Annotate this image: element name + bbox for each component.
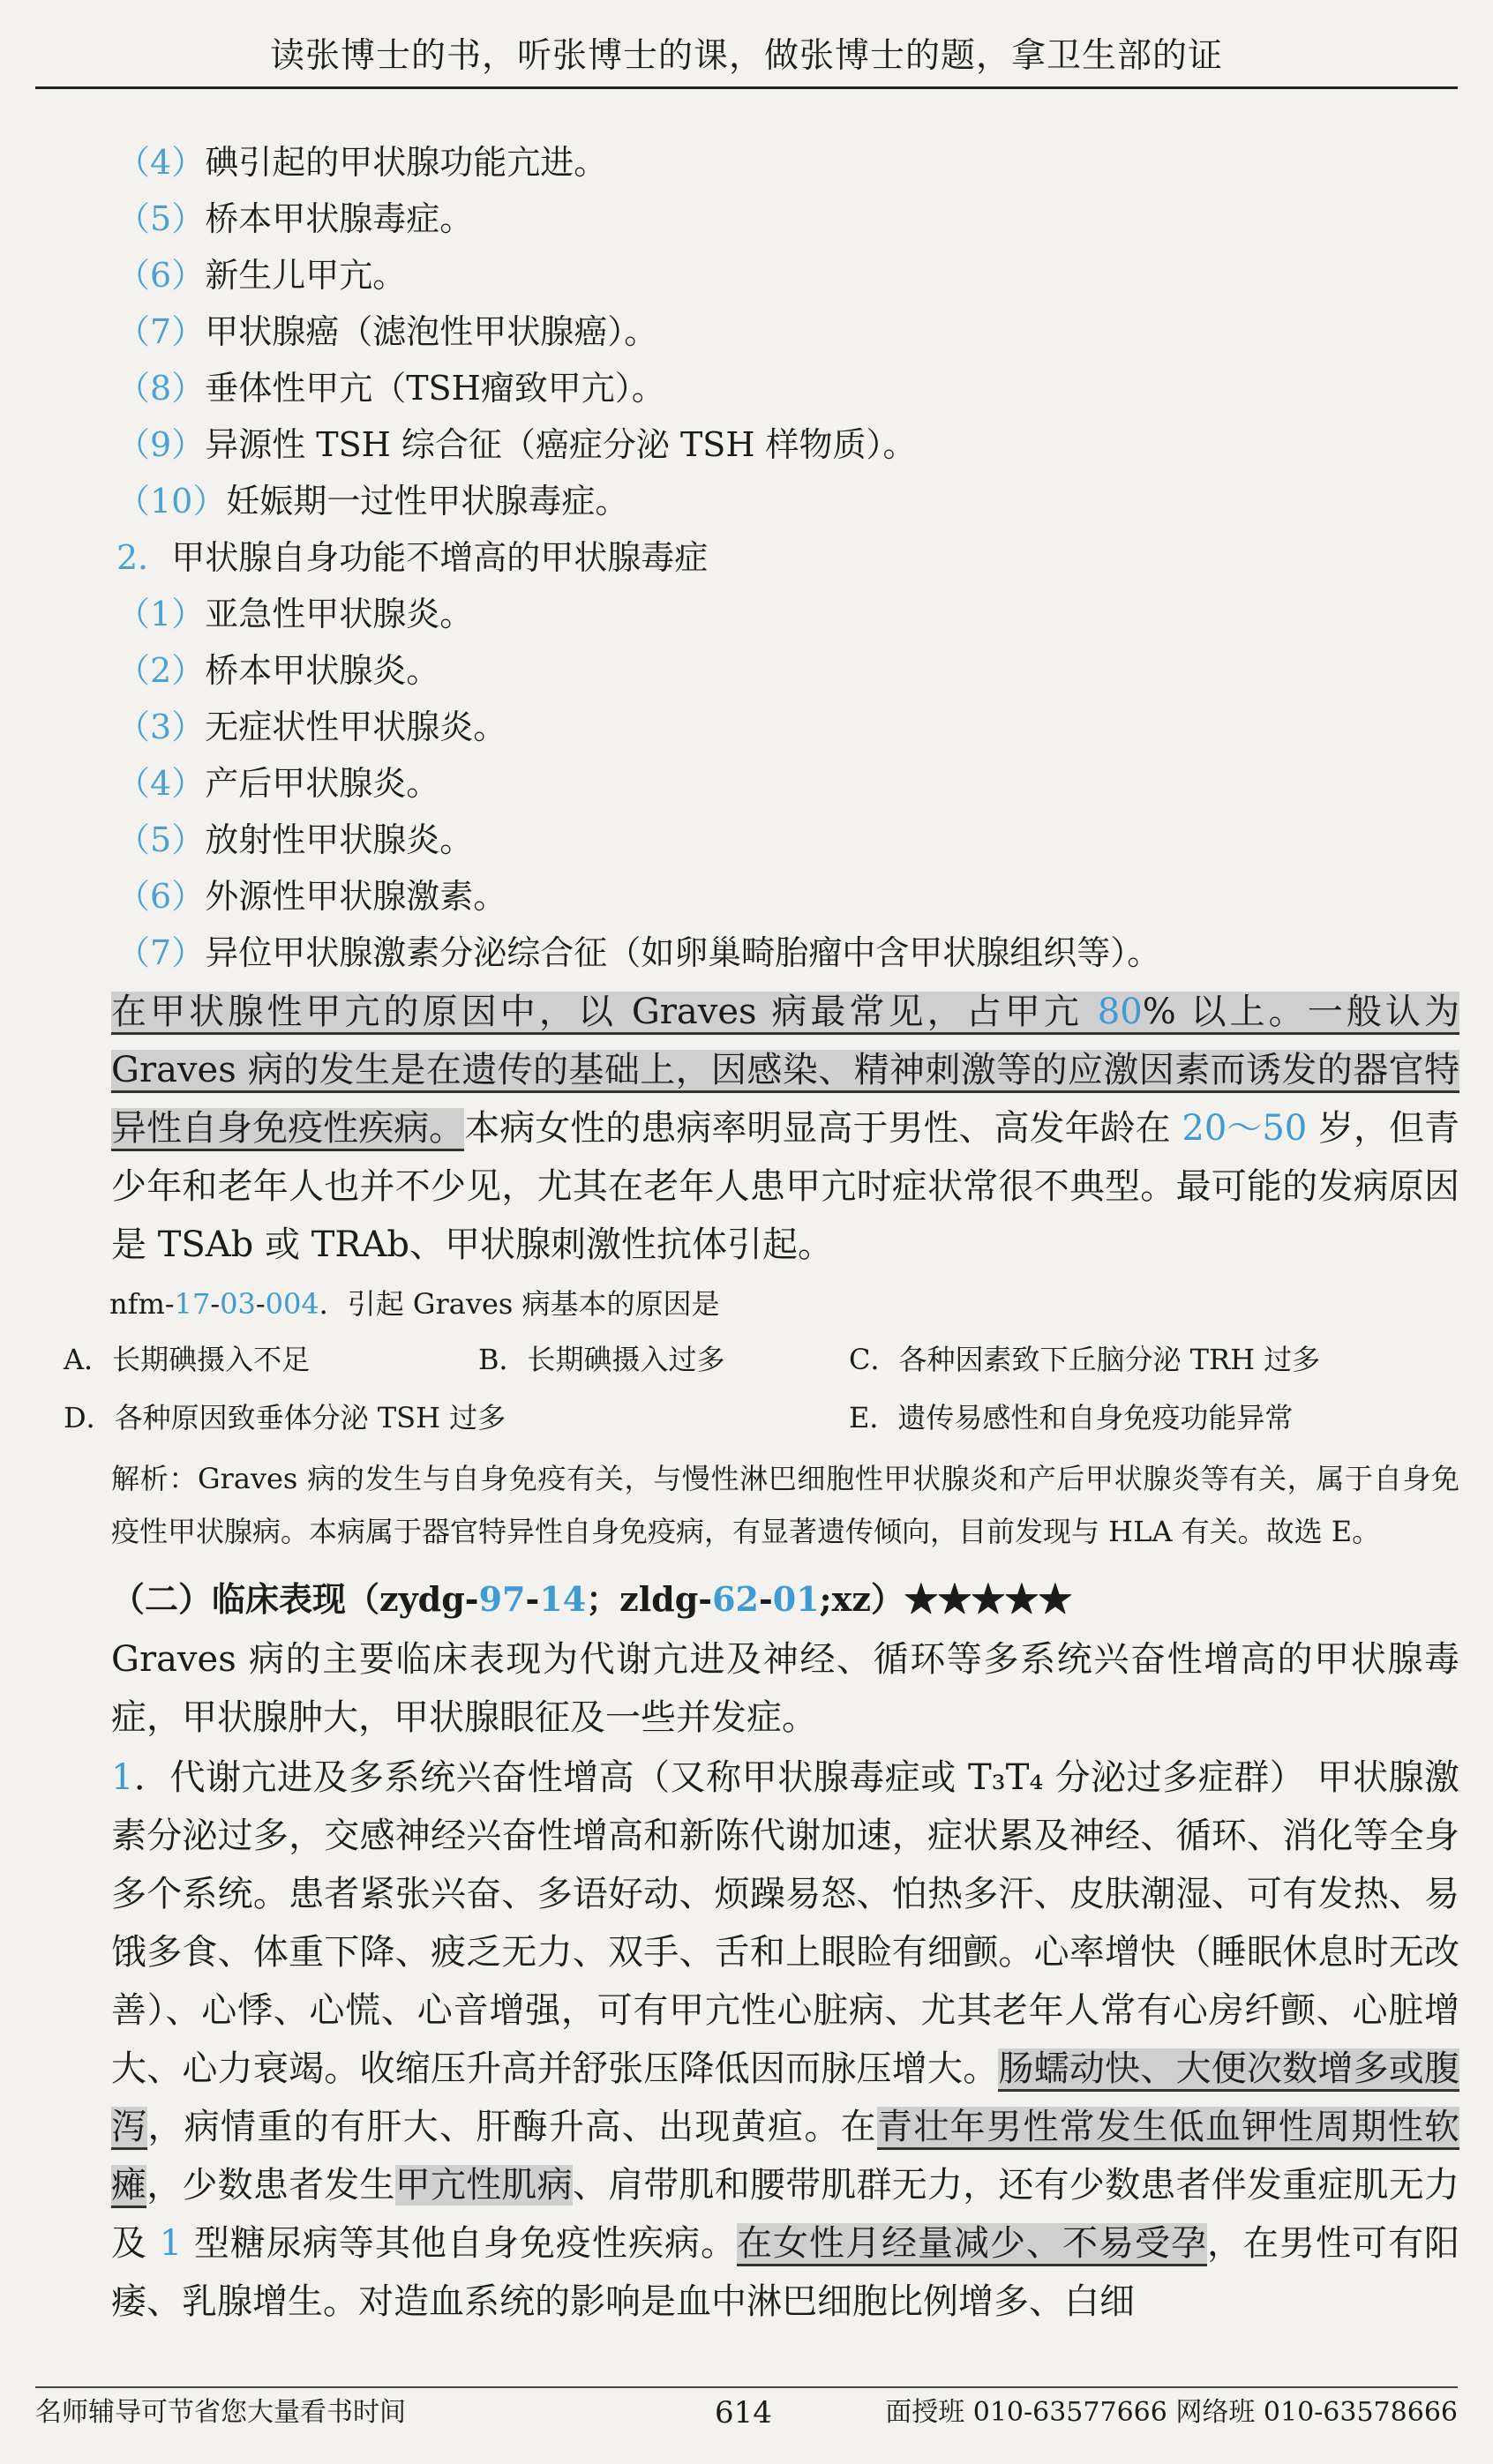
- page-body: [37, 134, 1459, 2331]
- option-c: C．各种因素致下丘脑分泌 TRH 过多: [849, 1343, 1321, 1376]
- footer-contact: 面授班 010-63577666 网络班 010-63578666: [885, 2397, 1458, 2428]
- highlighted-text: 青壮年男性常发生低血钾性周期性软瘫: [111, 2107, 1459, 2208]
- option-e: E．遗传易感性和自身免疫功能异常: [849, 1401, 1294, 1434]
- list-item: （2）桥本甲状腺炎。: [116, 651, 440, 690]
- list-item: （3）无症状性甲状腺炎。: [116, 708, 507, 746]
- list-item: （8）垂体性甲亢（TSH瘤致甲亢）。: [116, 369, 665, 408]
- footer-slogan: 名师辅导可节省您大量看书时间: [35, 2397, 406, 2428]
- highlighted-text: 在甲状腺性甲亢的原因中，以 Graves 病最常见，占甲亢 80% 以上。一般认为 Graves 病的发生是在遗传的基础上，因感染、精神刺激等的应激因素而诱发的器官特异性自身免疫性疾病。: [111, 992, 1459, 1151]
- list-item: （7）异位甲状腺激素分泌综合征（如卵巢畸胎瘤中含甲状腺组织等）。: [116, 933, 1161, 972]
- causes-list-1: [37, 134, 1459, 529]
- question-stem: nfm-17-03-004．引起 Graves 病基本的原因是: [109, 1287, 720, 1321]
- list-item: （6）外源性甲状腺激素。: [116, 877, 507, 916]
- option-d: D．各种原因致垂体分泌 TSH 过多: [64, 1401, 506, 1434]
- list-item: （5）桥本甲状腺毒症。: [116, 199, 474, 238]
- option-a: A．长期碘摄入不足: [64, 1343, 311, 1376]
- page-header-title: 读张博士的书，听张博士的课，做张博士的题，拿卫生部的证: [269, 36, 1223, 76]
- list-item: （1）亚急性甲状腺炎。: [116, 595, 474, 633]
- options-row-2: [37, 1389, 1459, 1447]
- list-item: （5）放射性甲状腺炎。: [116, 820, 474, 859]
- option-b: B．长期碘摄入过多: [478, 1343, 725, 1376]
- graves-paragraph: 在甲状腺性甲亢的原因中，以 Graves 病最常见，占甲亢 80% 以上。一般认为 Graves 病的发生是在遗传的基础上，因感染、精神刺激等的应激因素而诱发的器官特异性自身免疫性疾病。本病女性的患病率明显高于男性、高发年龄在 20～50 岁，但青少年和老年人也并不少见，尤其在老年人患甲亢时症状常很不典型。最可能的发病原因是 TSAb 或 TRAb、甲状腺刺激性抗体引起。: [111, 992, 1460, 1265]
- header-divider: [35, 86, 1458, 89]
- list-item: （10）妊娠期一过性甲状腺毒症。: [116, 482, 629, 521]
- list-item: （7）甲状腺癌（滤泡性甲状腺癌）。: [116, 312, 658, 351]
- page-number: 614: [715, 2395, 772, 2430]
- footer-divider: [35, 2386, 1458, 2388]
- answer-analysis: 解析：Graves 病的发生与自身免疫有关，与慢性淋巴细胞性甲状腺炎和产后甲状腺炎等有关，属于自身免疫性甲状腺病。本病属于器官特异性自身免疫病，有显著遗传倾向，目前发现与 HLA 有关。故选 E。: [111, 1462, 1459, 1548]
- list-item: （4）碘引起的甲状腺功能亢进。: [116, 143, 608, 182]
- subheading-self-function: 2．甲状腺自身功能不增高的甲状腺毒症: [116, 538, 709, 577]
- section-heading-clinical: （二）临床表现（zydg-97-14；zldg-62-01;xz）★★★★★: [111, 1579, 1072, 1619]
- highlighted-text: 甲亢性肌病: [394, 2165, 573, 2206]
- list-item: （4）产后甲状腺炎。: [116, 764, 440, 803]
- clinical-intro-paragraph: Graves 病的主要临床表现为代谢亢进及神经、循环等多系统兴奋性增高的甲状腺毒症，甲状腺肿大，甲状腺眼征及一些并发症。: [111, 1639, 1459, 1738]
- metabolic-paragraph: 1．代谢亢进及多系统兴奋性增高（又称甲状腺毒症或 T₃T₄ 分泌过多症群） 甲状腺激素分泌过多，交感神经兴奋性增高和新陈代谢加速，症状累及神经、循环、消化等全身多个系统。患者紧张兴奋、多语好动、烦躁易怒、怕热多汗、皮肤潮湿、可有发热、易饿多食、体重下降、疲乏无力、双手、舌和上眼睑有细颤。心率增快（睡眠休息时无改善）、心悸、心慌、心音增强，可有甲亢性心脏病、尤其老年人常有心房纤颤、心脏增大、心力衰竭。收缩压升高并舒张压降低因而脉压增大。肠蠕动快、大便次数增多或腹泻，病情重的有肝大、肝酶升高、出现黄疸。在青壮年男性常发生低血钾性周期性软瘫，少数患者发生甲亢性肌病、肩带肌和腰带肌群无力，还有少数患者伴发重症肌无力及 1 型糖尿病等其他自身免疫性疾病。在女性月经量减少、不易受孕，在男性可有阳痿、乳腺增生。对造血系统的影响是血中淋巴细胞比例增多、白细: [111, 1757, 1460, 2322]
- highlighted-text: 肠蠕动快、大便次数增多或腹泻: [111, 2048, 1459, 2150]
- causes-list-2: [37, 586, 1459, 981]
- list-item: （9）异源性 TSH 综合征（癌症分泌 TSH 样物质）。: [116, 425, 917, 464]
- list-item: （6）新生儿甲亢。: [116, 256, 407, 295]
- page-footer: [35, 2393, 1458, 2433]
- highlighted-text: 在女性月经量减少、不易受孕: [737, 2223, 1207, 2266]
- options-row-1: [37, 1330, 1459, 1389]
